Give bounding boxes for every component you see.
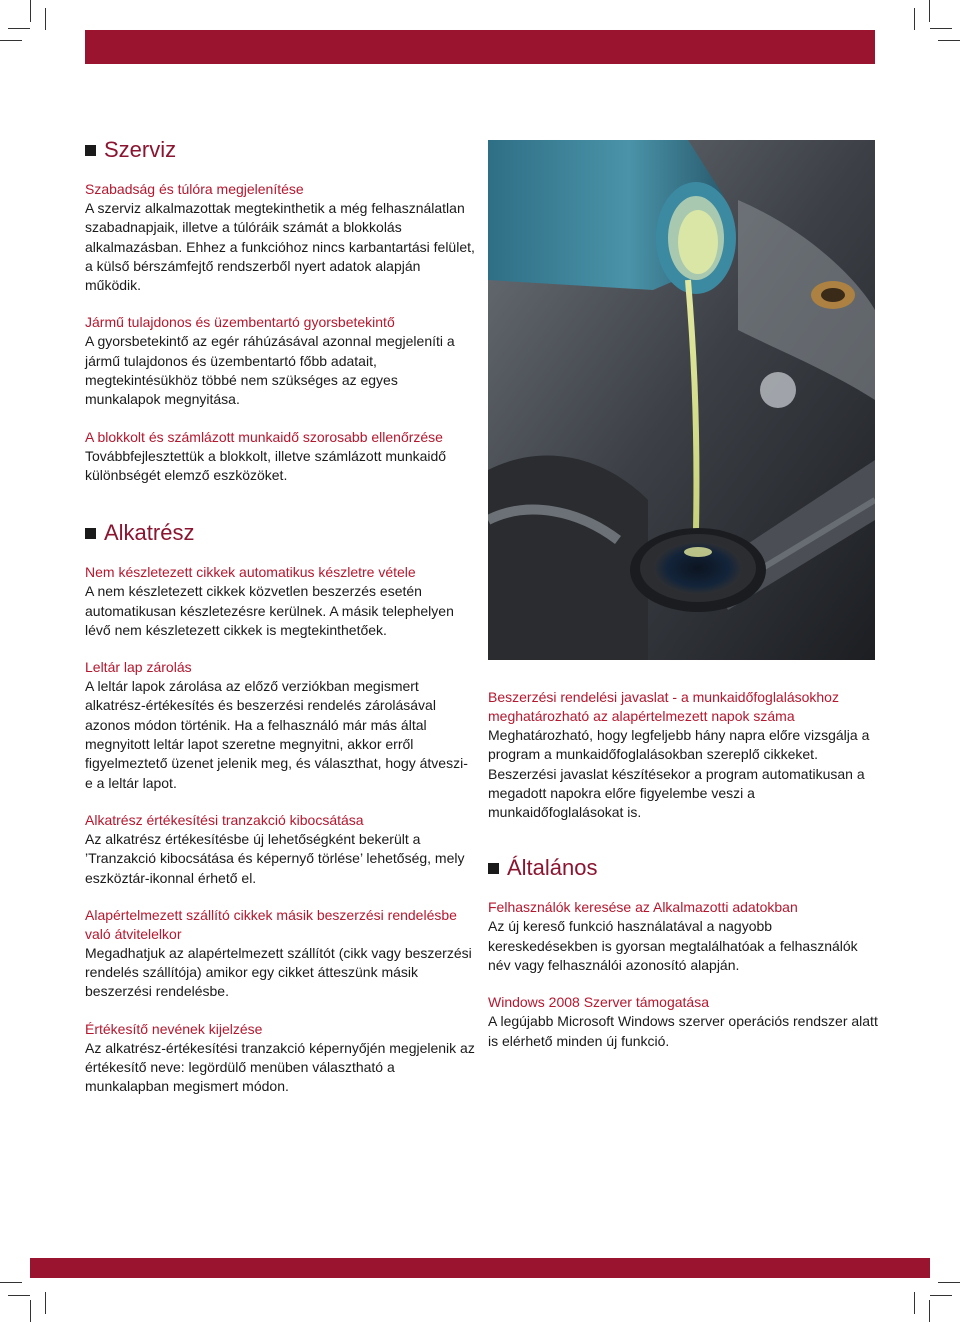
section-title-text: Alkatrész	[104, 520, 195, 546]
feature-heading: Értékesítő nevének kijelzése	[85, 1020, 263, 1037]
section-title-szerviz	[85, 136, 475, 164]
feature-body: A nem készletezett cikkek közvetlen beszerzés esetén automatikusan készletezésre kerülnek. A másik telephelyen lévő nem készletezett cikkek is megtekinthetőek.	[85, 583, 454, 638]
feature-item	[85, 1020, 475, 1097]
oil-pouring-photo	[488, 140, 875, 660]
feature-heading: Leltár lap zárolás	[85, 659, 192, 676]
feature-body: Az alkatrész-értékesítési tranzakció képernyőjén megjelenik az értékesítő neve: legördülő menüben választható a munkalapban megismert módon.	[85, 1039, 475, 1095]
footer-bar	[30, 1258, 930, 1278]
crop-mark	[45, 8, 46, 30]
feature-item	[85, 811, 475, 888]
bullet-square-icon	[488, 863, 499, 874]
feature-body: A legújabb Microsoft Windows szerver operációs rendszer alatt is elérhető minden új funkció.	[488, 1013, 878, 1049]
feature-item	[488, 898, 878, 975]
crop-mark	[938, 1282, 960, 1283]
bullet-square-icon	[85, 145, 96, 156]
crop-mark	[8, 1295, 30, 1296]
feature-heading: Szabadság és túlóra megjelenítése	[85, 181, 304, 197]
feature-item	[488, 993, 878, 1051]
header-bar	[85, 30, 875, 64]
feature-heading: Windows 2008 Szerver támogatása	[488, 994, 709, 1011]
crop-mark	[930, 28, 952, 29]
feature-heading: Alkatrész értékesítési tranzakció kibocsátása	[85, 811, 364, 828]
feature-heading: Alapértelmezett szállító cikkek másik beszerzési rendelésbe való átvitelelkor	[85, 906, 457, 942]
feature-body: Az új kereső funkció használatával a nagyobb kereskedésekben is gyorsan megtalálhatóak a felhasználók név vagy felhasználói azonosító alapján.	[488, 918, 858, 974]
left-column	[85, 130, 475, 1097]
feature-heading: Nem készletezett cikkek automatikus készletre vétele	[85, 564, 416, 581]
section-title-altalanos	[488, 854, 878, 882]
crop-mark	[8, 28, 30, 29]
section-title-alkatresz	[85, 519, 475, 547]
section-title-text: Általános	[507, 855, 598, 881]
bullet-square-icon	[85, 528, 96, 539]
feature-item	[85, 658, 475, 793]
feature-item	[85, 906, 475, 1002]
feature-body: A leltár lapok zárolása az előző verziókban megismert alkatrész-értékesítés és beszerzési rendelés zárolásával azonos módon történik. Ha a felhasználó már más által megnyitott leltár lapot szeretne megnyitni, akkor erről figyelmeztető üzenet jelenik meg, és választhat, hogy átveszi-e a leltár lapot.	[85, 678, 468, 791]
crop-mark	[938, 40, 960, 41]
crop-mark	[914, 8, 915, 30]
crop-mark	[929, 0, 930, 22]
section-title-text: Szerviz	[104, 137, 177, 162]
feature-item	[85, 563, 475, 640]
crop-mark	[0, 40, 22, 41]
crop-mark	[929, 1300, 930, 1322]
crop-mark	[45, 1292, 46, 1314]
feature-body: Továbbfejlesztettük a blokkolt, illetve számlázott munkaidő különbségét elemző eszközöket.	[85, 447, 447, 483]
feature-body: A gyorsbetekintő az egér ráhúzásával azonnal megjeleníti a jármű tulajdonos és üzembentartó főbb adatait, megtekintésükhöz többé nem szükséges az egyes munkalapok megnyitása.	[85, 333, 455, 408]
right-column	[488, 688, 878, 1051]
feature-item	[85, 428, 475, 486]
feature-heading: Beszerzési rendelési javaslat - a munkaidőfoglalásokhoz meghatározható az alapértelmezett napok száma	[488, 689, 839, 724]
feature-body: Meghatározható, hogy legfeljebb hány napra előre vizsgálja a program a munkaidőfoglalásokban szereplő cikkeket. Beszerzési javaslat készítésekor a program automatikusan a megadott napokra előre figyelembe veszi a munkaidőfoglalásokat is.	[488, 727, 870, 821]
crop-mark	[30, 0, 31, 22]
feature-item	[488, 688, 878, 822]
feature-heading: Felhasználók keresése az Alkalmazotti adatokban	[488, 899, 798, 916]
feature-body: Megadhatjuk az alapértelmezett szállítót (cikk vagy beszerzési rendelés szállítója) amikor egy cikket átteszünk másik beszerzési rendelésbe.	[85, 944, 472, 1000]
crop-mark	[930, 1295, 952, 1296]
feature-body: Az alkatrész értékesítésbe új lehetőségként bekerült a ’Tranzakció kibocsátása és képernyő törlése’ lehetőség, mely eszköztár-ikonnal érhető el.	[85, 830, 465, 886]
feature-heading: Jármű tulajdonos és üzembentartó gyorsbetekintő	[85, 314, 395, 331]
crop-mark	[914, 1292, 915, 1314]
feature-body: A szerviz alkalmazottak megtekinthetik a még felhasználatlan szabadnapjaik, illetve a túlóráik számát a blokkolás alkalmazásban. Ehhez a funkcióhoz nincs karbantartási felület, a külső bérszámfejtő rendszerből nyert adatok alapján működik.	[85, 200, 475, 294]
feature-heading: A blokkolt és számlázott munkaidő szorosabb ellenőrzése	[85, 428, 443, 445]
feature-item	[85, 180, 475, 295]
feature-item	[85, 313, 475, 409]
crop-mark	[30, 1300, 31, 1322]
crop-mark	[0, 1282, 22, 1283]
